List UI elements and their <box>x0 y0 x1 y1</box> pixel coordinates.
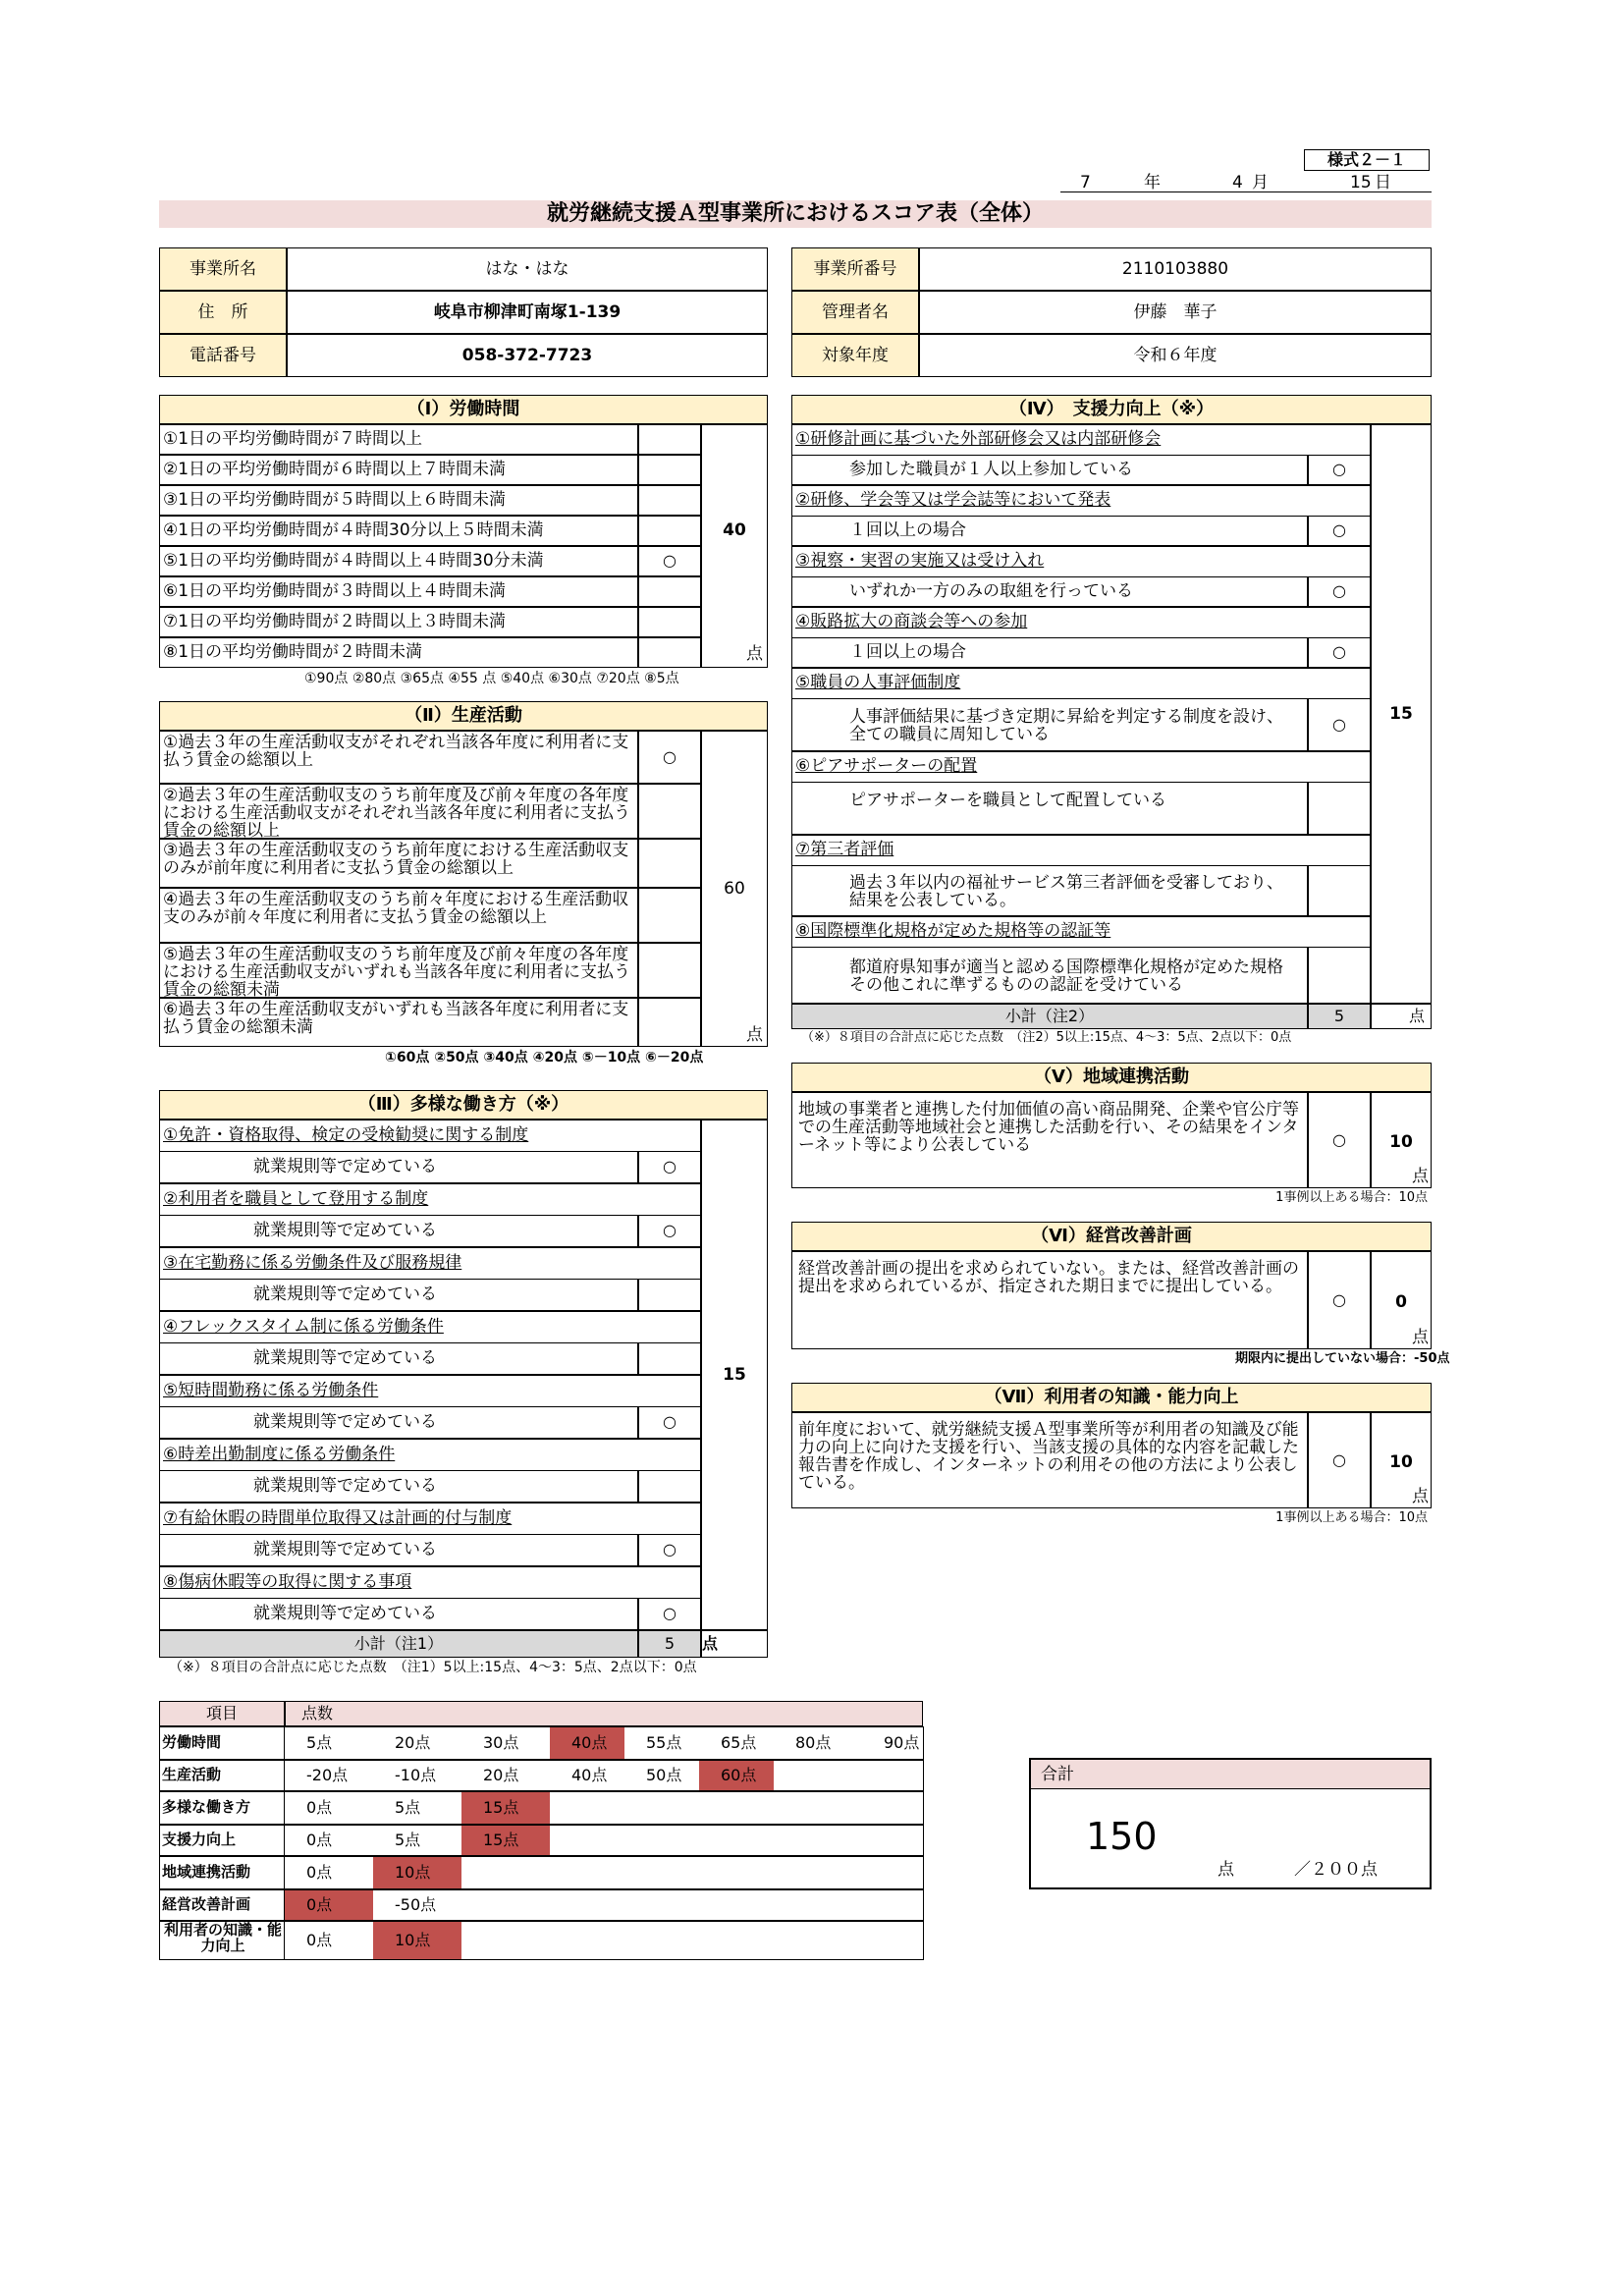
mark-cell <box>638 576 701 607</box>
item-sub: 過去３年以内の福祉サービス第三者評価を受審しており、結果を公表している。 <box>791 865 1308 916</box>
section-header: （Ⅶ）利用者の知識・能力向上 <box>791 1383 1432 1412</box>
summary-cell: 80点 <box>774 1726 862 1760</box>
summary-row-label: 多様な働き方 <box>159 1791 285 1825</box>
summary-cell <box>862 1889 923 1921</box>
summary-cell <box>624 1791 699 1825</box>
item-title: ②利用者を職員として登用する制度 <box>159 1183 701 1215</box>
summary-cell <box>550 1825 624 1856</box>
score-unit: 点 <box>746 1025 763 1045</box>
mark-cell: ○ <box>638 1151 701 1183</box>
mark-cell: ○ <box>638 546 701 576</box>
total-max: ／２００点 <box>1294 1860 1378 1880</box>
section-text: 経営改善計画の提出を求められていない。または、経営改善計画の提出を求められているが、指定された期日までに提出している。 <box>791 1251 1308 1349</box>
score-unit: 点 <box>1412 1328 1429 1347</box>
info-value: 令和６年度 <box>919 334 1432 377</box>
summary-header: 点数 <box>285 1701 923 1726</box>
mark-cell <box>638 1470 701 1503</box>
mark-cell: ○ <box>638 1215 701 1247</box>
item-sub: ピアサポーターを職員として配置している <box>791 782 1308 835</box>
mark-cell <box>638 943 701 998</box>
row-label: ⑧1日の平均労働時間が２時間未満 <box>159 637 638 668</box>
row-label: ⑤過去３年の生産活動収支のうち前年度及び前々年度の各年度における生産活動収支がいずれも当該各年度に利用者に支払う賃金の総額未満 <box>159 943 638 998</box>
date-month: 4 <box>1232 173 1243 192</box>
summary-cell: 65点 <box>699 1726 774 1760</box>
summary-cell: 10点 <box>373 1921 461 1960</box>
summary-row-label: 支援力向上 <box>159 1825 285 1856</box>
item-sub: １回以上の場合 <box>791 637 1308 668</box>
summary-cell <box>862 1921 923 1960</box>
row-label: ④過去３年の生産活動収支のうち前々年度における生産活動収支のみが前々年度に利用者に支払う賃金の総額以上 <box>159 888 638 943</box>
section-text: 前年度において、就労継続支援Ａ型事業所等が利用者の知識及び能力の向上に向けた支援を行い、当該支援の具体的な内容を記載した報告書を作成し、インターネットの利用その他の方法により公表している。 <box>791 1412 1308 1508</box>
mark-cell: ○ <box>638 1598 701 1630</box>
summary-cell: 20点 <box>461 1760 550 1791</box>
info-label: 管理者名 <box>791 291 919 334</box>
summary-cell <box>699 1889 774 1921</box>
section-score: 60 <box>724 879 745 899</box>
summary-cell: 5点 <box>285 1726 373 1760</box>
mark-cell <box>638 424 701 455</box>
item-title: ⑧傷病休暇等の取得に関する事項 <box>159 1566 701 1598</box>
mark-cell: ○ <box>638 1406 701 1439</box>
info-value: 2110103880 <box>919 247 1432 291</box>
subtotal-unit: 点 <box>701 1630 768 1658</box>
section-score: 15 <box>1389 704 1413 724</box>
summary-cell <box>774 1889 862 1921</box>
summary-cell: 60点 <box>699 1760 774 1791</box>
mark-cell: ○ <box>1308 455 1371 485</box>
divider <box>923 1791 924 1825</box>
info-value: 岐阜市柳津町南塚1-139 <box>287 291 768 334</box>
section-score: 40 <box>723 520 746 540</box>
page-title: 就労継続支援Ａ型事業所におけるスコア表（全体） <box>159 200 1432 228</box>
section-note: ①60点 ②50点 ③40点 ④20点 ⑤－10点 ⑥－20点 <box>385 1050 704 1066</box>
summary-cell: 50点 <box>624 1760 699 1791</box>
info-label: 住 所 <box>159 291 287 334</box>
divider <box>923 1726 924 1760</box>
mark-cell <box>638 637 701 668</box>
mark-cell <box>638 888 701 943</box>
item-title: ③視察・実習の実施又は受け入れ <box>791 546 1371 576</box>
summary-cell <box>699 1825 774 1856</box>
item-sub: 就業規則等で定めている <box>159 1470 638 1503</box>
mark-cell <box>638 455 701 485</box>
item-title: ⑥ピアサポーターの配置 <box>791 751 1371 782</box>
date-year-unit: 年 <box>1144 173 1161 192</box>
subtotal-label: 小計（注2） <box>791 1004 1308 1029</box>
summary-row-label: 利用者の知識・能力向上 <box>159 1921 285 1960</box>
summary-cell: 0点 <box>285 1825 373 1856</box>
item-title: ⑧国際標準化規格が定めた規格等の認証等 <box>791 916 1371 947</box>
summary-cell <box>624 1856 699 1889</box>
item-title: ①免許・資格取得、検定の受検勧奨に関する制度 <box>159 1120 701 1151</box>
divider <box>923 1856 924 1889</box>
row-label: ⑦1日の平均労働時間が２時間以上３時間未満 <box>159 607 638 637</box>
item-title: ⑤短時間勤務に係る労働条件 <box>159 1375 701 1406</box>
summary-cell: -50点 <box>373 1889 461 1921</box>
section-note: ①90点 ②80点 ③65点 ④55 点 ⑤40点 ⑥30点 ⑦20点 ⑧5点 <box>304 671 679 686</box>
divider <box>923 1825 924 1856</box>
section-header: （Ⅵ）経営改善計画 <box>791 1222 1432 1251</box>
mark-cell <box>638 784 701 839</box>
item-title: ⑥時差出勤制度に係る労働条件 <box>159 1439 701 1470</box>
section-note: 1事例以上ある場合：10点 <box>1275 1510 1428 1525</box>
section-score: 0 <box>1395 1292 1407 1312</box>
mark-cell: ○ <box>1308 637 1371 668</box>
summary-cell: 0点 <box>285 1921 373 1960</box>
summary-cell: 40点 <box>550 1760 624 1791</box>
section-score: 15 <box>723 1365 746 1385</box>
summary-cell <box>461 1889 550 1921</box>
form-id: 様式２－１ <box>1304 149 1430 171</box>
item-sub: 就業規則等で定めている <box>159 1534 638 1566</box>
item-sub: いずれか一方のみの取組を行っている <box>791 576 1308 607</box>
summary-cell <box>699 1791 774 1825</box>
summary-row-label: 労働時間 <box>159 1726 285 1760</box>
divider <box>923 1760 924 1791</box>
summary-row-label: 生産活動 <box>159 1760 285 1791</box>
mark-cell <box>638 839 701 888</box>
summary-cell <box>624 1825 699 1856</box>
summary-row-label: 地域連携活動 <box>159 1856 285 1889</box>
summary-cell: 55点 <box>624 1726 699 1760</box>
date-year: 7 <box>1080 173 1091 192</box>
mark-cell: ○ <box>1308 576 1371 607</box>
summary-cell: 0点 <box>285 1889 373 1921</box>
item-title: ④フレックスタイム制に係る労働条件 <box>159 1311 701 1342</box>
mark-cell: ○ <box>638 1534 701 1566</box>
summary-cell: 90点 <box>862 1726 923 1760</box>
info-value: 058-372-7723 <box>287 334 768 377</box>
summary-cell: 15点 <box>461 1791 550 1825</box>
item-sub: 就業規則等で定めている <box>159 1342 638 1375</box>
row-label: ⑥過去３年の生産活動収支がいずれも当該各年度に利用者に支払う賃金の総額未満 <box>159 998 638 1047</box>
summary-cell <box>461 1921 550 1960</box>
row-label: ⑥1日の平均労働時間が３時間以上４時間未満 <box>159 576 638 607</box>
item-sub: 就業規則等で定めている <box>159 1598 638 1630</box>
summary-cell <box>624 1889 699 1921</box>
info-label: 事業所番号 <box>791 247 919 291</box>
info-label: 事業所名 <box>159 247 287 291</box>
summary-cell <box>461 1856 550 1889</box>
summary-header: 項目 <box>159 1701 285 1726</box>
item-sub: 就業規則等で定めている <box>159 1279 638 1311</box>
summary-cell <box>774 1825 862 1856</box>
mark-cell <box>1308 782 1371 835</box>
divider <box>923 1921 924 1960</box>
item-title: ⑦有給休暇の時間単位取得又は計画的付与制度 <box>159 1503 701 1534</box>
subtotal-unit: 点 <box>1371 1004 1432 1029</box>
info-value: はな・はな <box>287 247 768 291</box>
section-header: （Ⅲ）多様な働き方（※） <box>159 1090 768 1120</box>
mark-cell <box>638 998 701 1047</box>
mark-cell <box>638 607 701 637</box>
item-title: ②研修、学会等又は学会誌等において発表 <box>791 485 1371 516</box>
section-note: 1事例以上ある場合：10点 <box>1275 1190 1428 1205</box>
summary-cell: -20点 <box>285 1760 373 1791</box>
summary-cell <box>774 1791 862 1825</box>
summary-cell <box>624 1921 699 1960</box>
score-unit: 点 <box>1412 1487 1429 1506</box>
mark-cell <box>638 485 701 516</box>
row-label: ⑤1日の平均労働時間が４時間以上４時間30分未満 <box>159 546 638 576</box>
summary-cell <box>550 1921 624 1960</box>
info-label: 対象年度 <box>791 334 919 377</box>
item-sub: 就業規則等で定めている <box>159 1215 638 1247</box>
total-label: 合計 <box>1041 1765 1074 1784</box>
summary-cell: 30点 <box>461 1726 550 1760</box>
mark-cell <box>1308 947 1371 1004</box>
item-sub: 人事評価結果に基づき定期に昇給を判定する制度を設け、全ての職員に周知している <box>791 698 1308 751</box>
summary-cell: 5点 <box>373 1825 461 1856</box>
item-sub: 就業規則等で定めている <box>159 1151 638 1183</box>
section-text: 地域の事業者と連携した付加価値の高い商品開発、企業や官公庁等での生産活動等地域社会と連携した活動を行い、その結果をインターネット等により公表している <box>791 1092 1308 1188</box>
mark-cell <box>638 1342 701 1375</box>
mark-cell <box>638 1279 701 1311</box>
section-note: 期限内に提出していない場合：-50点 <box>1235 1351 1450 1366</box>
total-unit: 点 <box>1218 1860 1234 1880</box>
summary-cell <box>699 1921 774 1960</box>
summary-cell <box>550 1889 624 1921</box>
mark-cell: ○ <box>1308 1092 1371 1188</box>
item-sub: 都道府県知事が適当と認める国際標準化規格が定めた規格その他これに準ずるものの認証を受けている <box>791 947 1308 1004</box>
mark-cell <box>638 516 701 546</box>
summary-cell <box>774 1760 862 1791</box>
mark-cell: ○ <box>1308 1251 1371 1349</box>
summary-cell <box>862 1856 923 1889</box>
row-label: ②過去３年の生産活動収支のうち前年度及び前々年度の各年度における生産活動収支がそれぞれ当該各年度に利用者に支払う賃金の総額以上 <box>159 784 638 839</box>
row-label: ③1日の平均労働時間が５時間以上６時間未満 <box>159 485 638 516</box>
summary-cell <box>774 1856 862 1889</box>
item-title: ⑦第三者評価 <box>791 835 1371 865</box>
score-unit: 点 <box>1412 1167 1429 1186</box>
section-note: （※）８項目の合計点に応じた点数 （注2）5以上:15点、4～3：5点、2点以下：0点 <box>801 1030 1292 1045</box>
section-note: （※）８項目の合計点に応じた点数 （注1）5以上:15点、4～3：5点、2点以下：0点 <box>169 1660 697 1675</box>
date-day: 15 <box>1350 173 1372 192</box>
summary-cell: 40点 <box>550 1726 624 1760</box>
item-sub: １回以上の場合 <box>791 516 1308 546</box>
info-value: 伊藤 華子 <box>919 291 1432 334</box>
section-header: （Ⅱ）生産活動 <box>159 701 768 731</box>
item-sub: 参加した職員が１人以上参加している <box>791 455 1308 485</box>
date-day-unit: 日 <box>1375 173 1391 192</box>
summary-cell <box>862 1825 923 1856</box>
summary-cell: 15点 <box>461 1825 550 1856</box>
summary-cell: -10点 <box>373 1760 461 1791</box>
subtotal-value: 5 <box>638 1630 701 1658</box>
item-title: ⑤職員の人事評価制度 <box>791 668 1371 698</box>
divider <box>923 1889 924 1921</box>
summary-cell <box>862 1791 923 1825</box>
row-label: ①1日の平均労働時間が７時間以上 <box>159 424 638 455</box>
summary-cell: 5点 <box>373 1791 461 1825</box>
section-header: （Ⅴ）地域連携活動 <box>791 1063 1432 1092</box>
summary-cell <box>550 1856 624 1889</box>
section-score: 10 <box>1389 1452 1413 1472</box>
summary-cell <box>862 1760 923 1791</box>
summary-cell: 0点 <box>285 1856 373 1889</box>
summary-cell: 20点 <box>373 1726 461 1760</box>
info-label: 電話番号 <box>159 334 287 377</box>
summary-row-label: 経営改善計画 <box>159 1889 285 1921</box>
item-sub: 就業規則等で定めている <box>159 1406 638 1439</box>
item-title: ④販路拡大の商談会等への参加 <box>791 607 1371 637</box>
row-label: ①過去３年の生産活動収支がそれぞれ当該各年度に利用者に支払う賃金の総額以上 <box>159 731 638 784</box>
subtotal-label: 小計（注1） <box>159 1630 638 1658</box>
section-header: （Ⅳ） 支援力向上（※） <box>791 395 1432 424</box>
section-score: 10 <box>1389 1132 1413 1152</box>
total-box <box>1029 1758 1432 1889</box>
mark-cell: ○ <box>1308 516 1371 546</box>
summary-cell: 10点 <box>373 1856 461 1889</box>
item-title: ③在宅勤務に係る労働条件及び服務規律 <box>159 1247 701 1279</box>
summary-cell <box>699 1856 774 1889</box>
summary-cell <box>774 1921 862 1960</box>
score-unit: 点 <box>746 644 763 664</box>
row-label: ④1日の平均労働時間が４時間30分以上５時間未満 <box>159 516 638 546</box>
date-month-unit: 月 <box>1252 173 1269 192</box>
total-value: 150 <box>1086 1815 1158 1858</box>
score-cell <box>701 424 768 668</box>
mark-cell: ○ <box>1308 1412 1371 1508</box>
summary-cell: 0点 <box>285 1791 373 1825</box>
row-label: ③過去３年の生産活動収支のうち前年度における生産活動収支のみが前年度に利用者に支払う賃金の総額以上 <box>159 839 638 888</box>
row-label: ②1日の平均労働時間が６時間以上７時間未満 <box>159 455 638 485</box>
subtotal-value: 5 <box>1308 1004 1371 1029</box>
mark-cell <box>1308 865 1371 916</box>
section-header: （Ⅰ）労働時間 <box>159 395 768 424</box>
mark-cell: ○ <box>1308 698 1371 751</box>
item-title: ①研修計画に基づいた外部研修会又は内部研修会 <box>791 424 1371 455</box>
summary-cell <box>550 1791 624 1825</box>
mark-cell: ○ <box>638 731 701 784</box>
